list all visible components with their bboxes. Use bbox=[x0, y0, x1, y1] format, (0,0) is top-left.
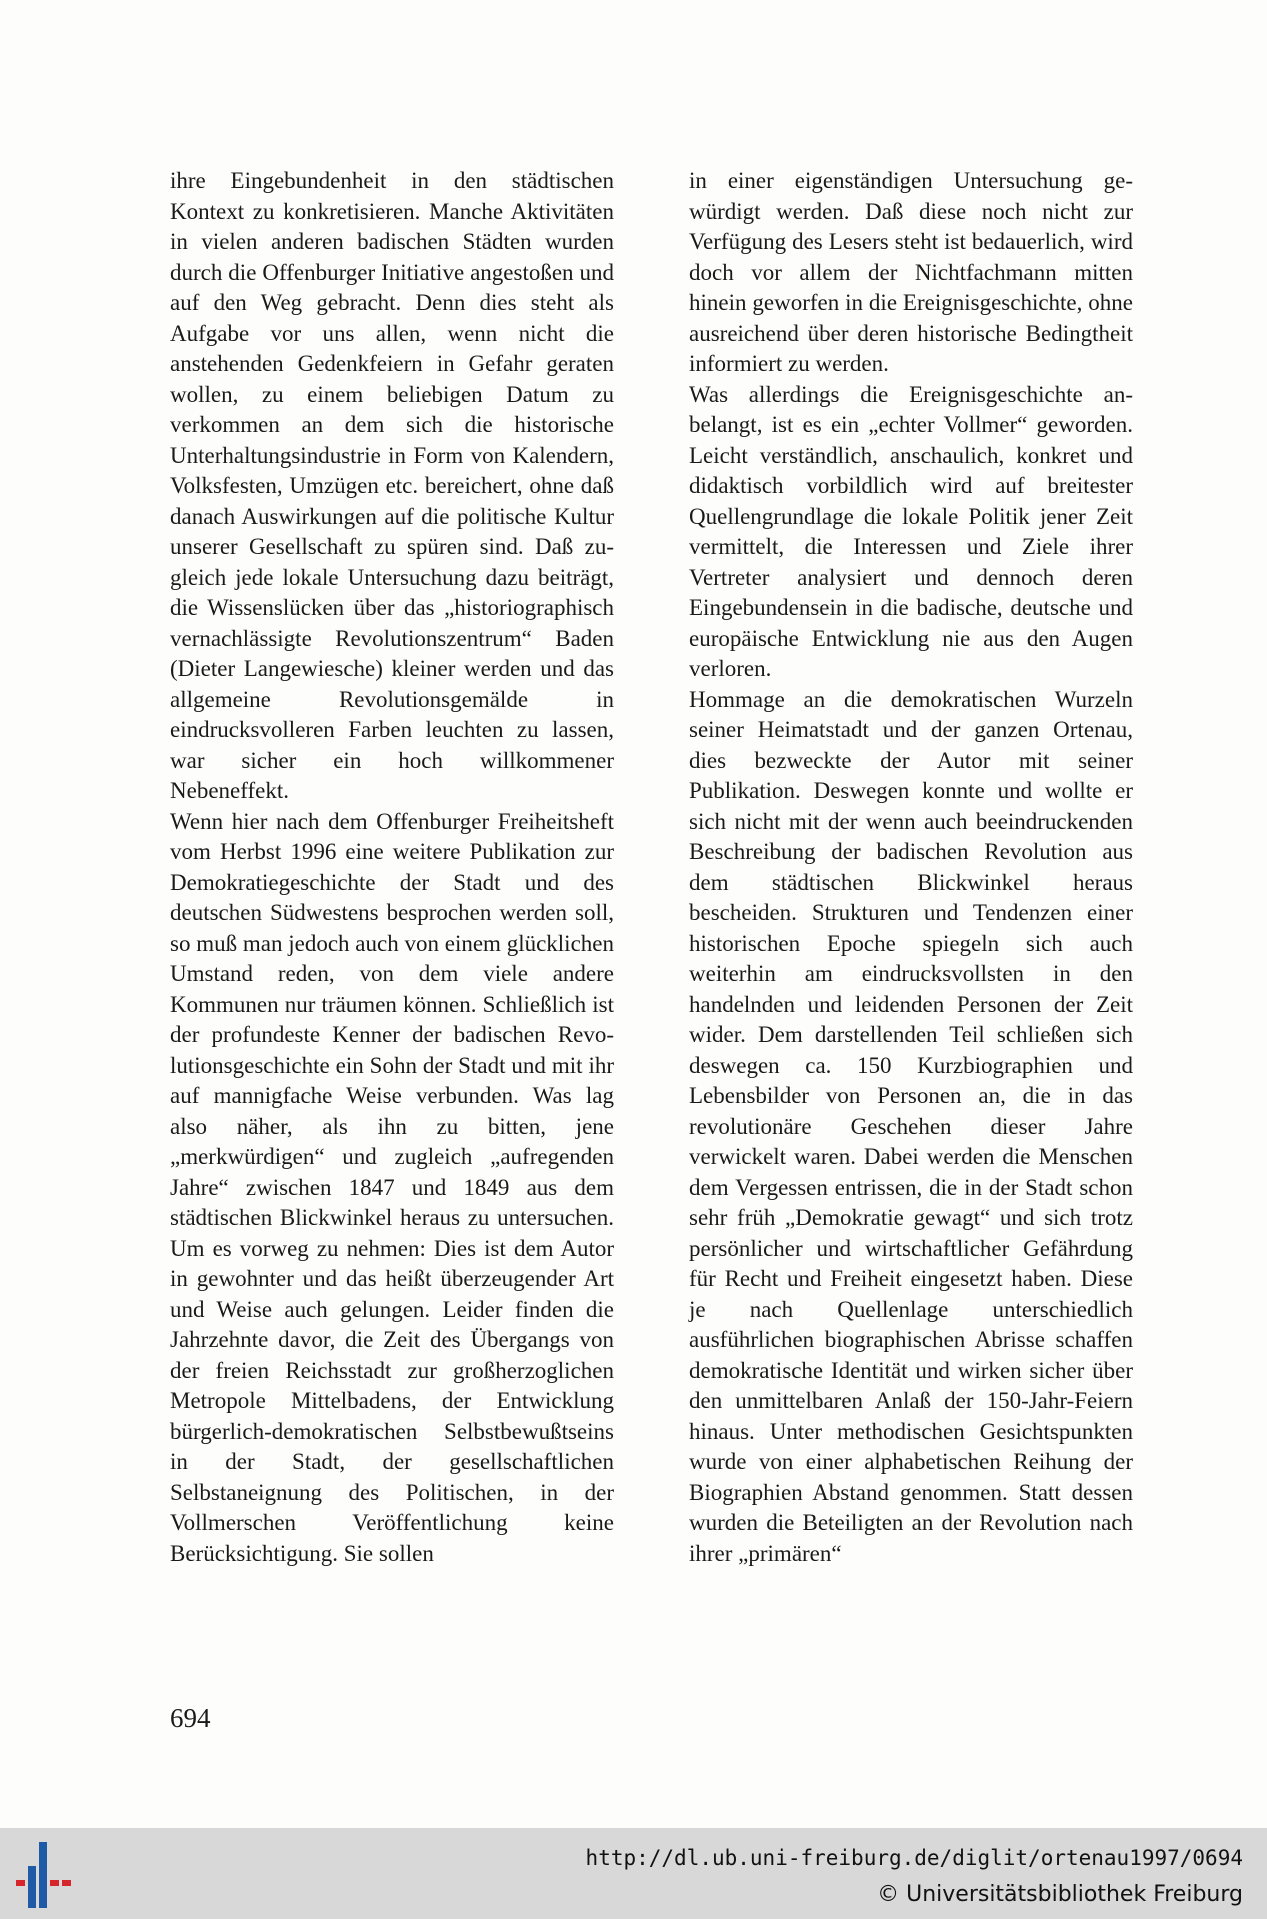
permalink-url[interactable]: http://dl.ub.uni-freiburg.de/diglit/ortenau1997/0694 bbox=[585, 1846, 1243, 1870]
paragraph: ihre Eingebundenheit in den städtischen Kontext zu konkretisieren. Manche Aktivitäten in vielen anderen badischen Städten wurden durch die Offenburger Initiative angestoßen und auf den Weg gebracht. Denn dies steht als Aufgabe vor uns allen, wenn nicht die anstehenden Gedenkfeiern in Gefahr geraten wollen, zu einem beliebigen Datum zu verkommen an dem sich die historische Unterhaltungsindustrie in Form von Kalendern, Volksfesten, Umzügen etc. bereichert, ohne daß danach Auswirkungen auf die politische Kultur unserer Gesellschaft zu spüren sind. Daß zugleich jede lokale Untersuchung dazu beiträgt, die Wissenslücken über das „historiographisch vernachlässigte Revolutionszentrum“ Baden (Dieter Langewiesche) kleiner werden und das allgemeine Revolutionsgemälde in eindrucksvolleren Farben leuchten zu lassen, war sicher ein hoch willkommener Nebeneffekt. bbox=[170, 168, 614, 803]
copyright-notice: © Universitätsbibliothek Freiburg bbox=[877, 1882, 1243, 1907]
right-text-column bbox=[689, 166, 1133, 1569]
page-number: 694 bbox=[170, 1703, 211, 1733]
ub-freiburg-logo-icon bbox=[16, 1842, 80, 1908]
paragraph: in einer eigenständigen Untersuchung gewürdigt werden. Daß diese noch nicht zur Verfügung des Lesers steht ist bedauerlich, wird doch vor allem der Nichtfachmann mitten hinein geworfen in die Ereignisgeschichte, ohne ausreichend über deren historische Bedingtheit informiert zu werden. bbox=[689, 168, 1133, 376]
footer-band bbox=[0, 1828, 1267, 1919]
paragraph: Hommage an die demokratischen Wurzeln seiner Heimatstadt und der ganzen Ortenau, dies bezweckte der Autor mit seiner Publikation. Deswegen konnte und wollte er sich nicht mit der wenn auch beeindruckenden Beschreibung der badischen Revolution aus dem städtischen Blickwinkel heraus bescheiden. Strukturen und Tendenzen einer historischen Epoche spiegeln sich auch weiterhin am eindrucksvollsten in den handelnden und leidenden Personen der Zeit wider. Dem darstellenden Teil schließen sich deswegen ca. 150 Kurzbiographien und Lebensbilder von Personen an, die in das revolutionäre Geschehen dieser Jahre verwickelt waren. Dabei werden die Menschen dem Vergessen entrissen, die in der Stadt schon sehr früh „Demokratie gewagt“ und sich trotz persönlicher und wirtschaftlicher Gefährdung für Recht und Freiheit eingesetzt haben. Diese je nach Quellenlage unterschiedlich ausführlichen biographischen Abrisse schaffen demokratische Identität und wirken sicher über den unmittelbaren Anlaß der 150-Jahr-Feiern hinaus. Unter methodischen Gesichtspunkten wurde von einer alphabetischen Reihung der Biographien Abstand genommen. Statt dessen wurden die Beteiligten an der Revolution nach ihrer „primären“ bbox=[689, 686, 1133, 1566]
paragraph: Wenn hier nach dem Offenburger Freiheitsheft vom Herbst 1996 eine weitere Publikation zur Demokratiegeschichte der Stadt und des deutschen Südwestens besprochen werden soll, so muß man jedoch auch von einem glücklichen Umstand reden, von dem viele andere Kommunen nur träumen können. Schließlich ist der profundeste Kenner der badischen Revolutionsgeschichte ein Sohn der Stadt und mit ihr auf mannigfache Weise verbunden. Was lag also näher, als ihn zu bitten, jene „merkwürdigen“ und zugleich „aufregenden Jahre“ zwischen 1847 und 1849 aus dem städtischen Blickwinkel heraus zu untersuchen. Um es vorweg zu nehmen: Dies ist dem Autor in gewohnter und das heißt überzeugender Art und Weise auch gelungen. Leider finden die Jahrzehnte davor, die Zeit des Übergangs von der freien Reichsstadt zur großherzoglichen Metropole Mittelbadens, der Entwicklung bürgerlich-demokratischen Selbstbewußtseins in der Stadt, der gesellschaftlichen Selbstaneignung des Politischen, in der Vollmerschen Veröffentlichung keine Berücksichtigung. Sie sollen bbox=[170, 808, 614, 1566]
left-text-column bbox=[170, 166, 614, 1569]
paragraph: Was allerdings die Ereignisgeschichte anbelangt, ist es ein „echter Vollmer“ geworden. Leicht verständlich, anschaulich, konkret und didaktisch vorbildlich wird auf breitester Quellengrundlage die lokale Politik jener Zeit vermittelt, die Interessen und Ziele ihrer Vertreter analysiert und dennoch deren Eingebundensein in die badische, deutsche und europäische Entwicklung nie aus den Augen verloren. bbox=[689, 381, 1133, 681]
